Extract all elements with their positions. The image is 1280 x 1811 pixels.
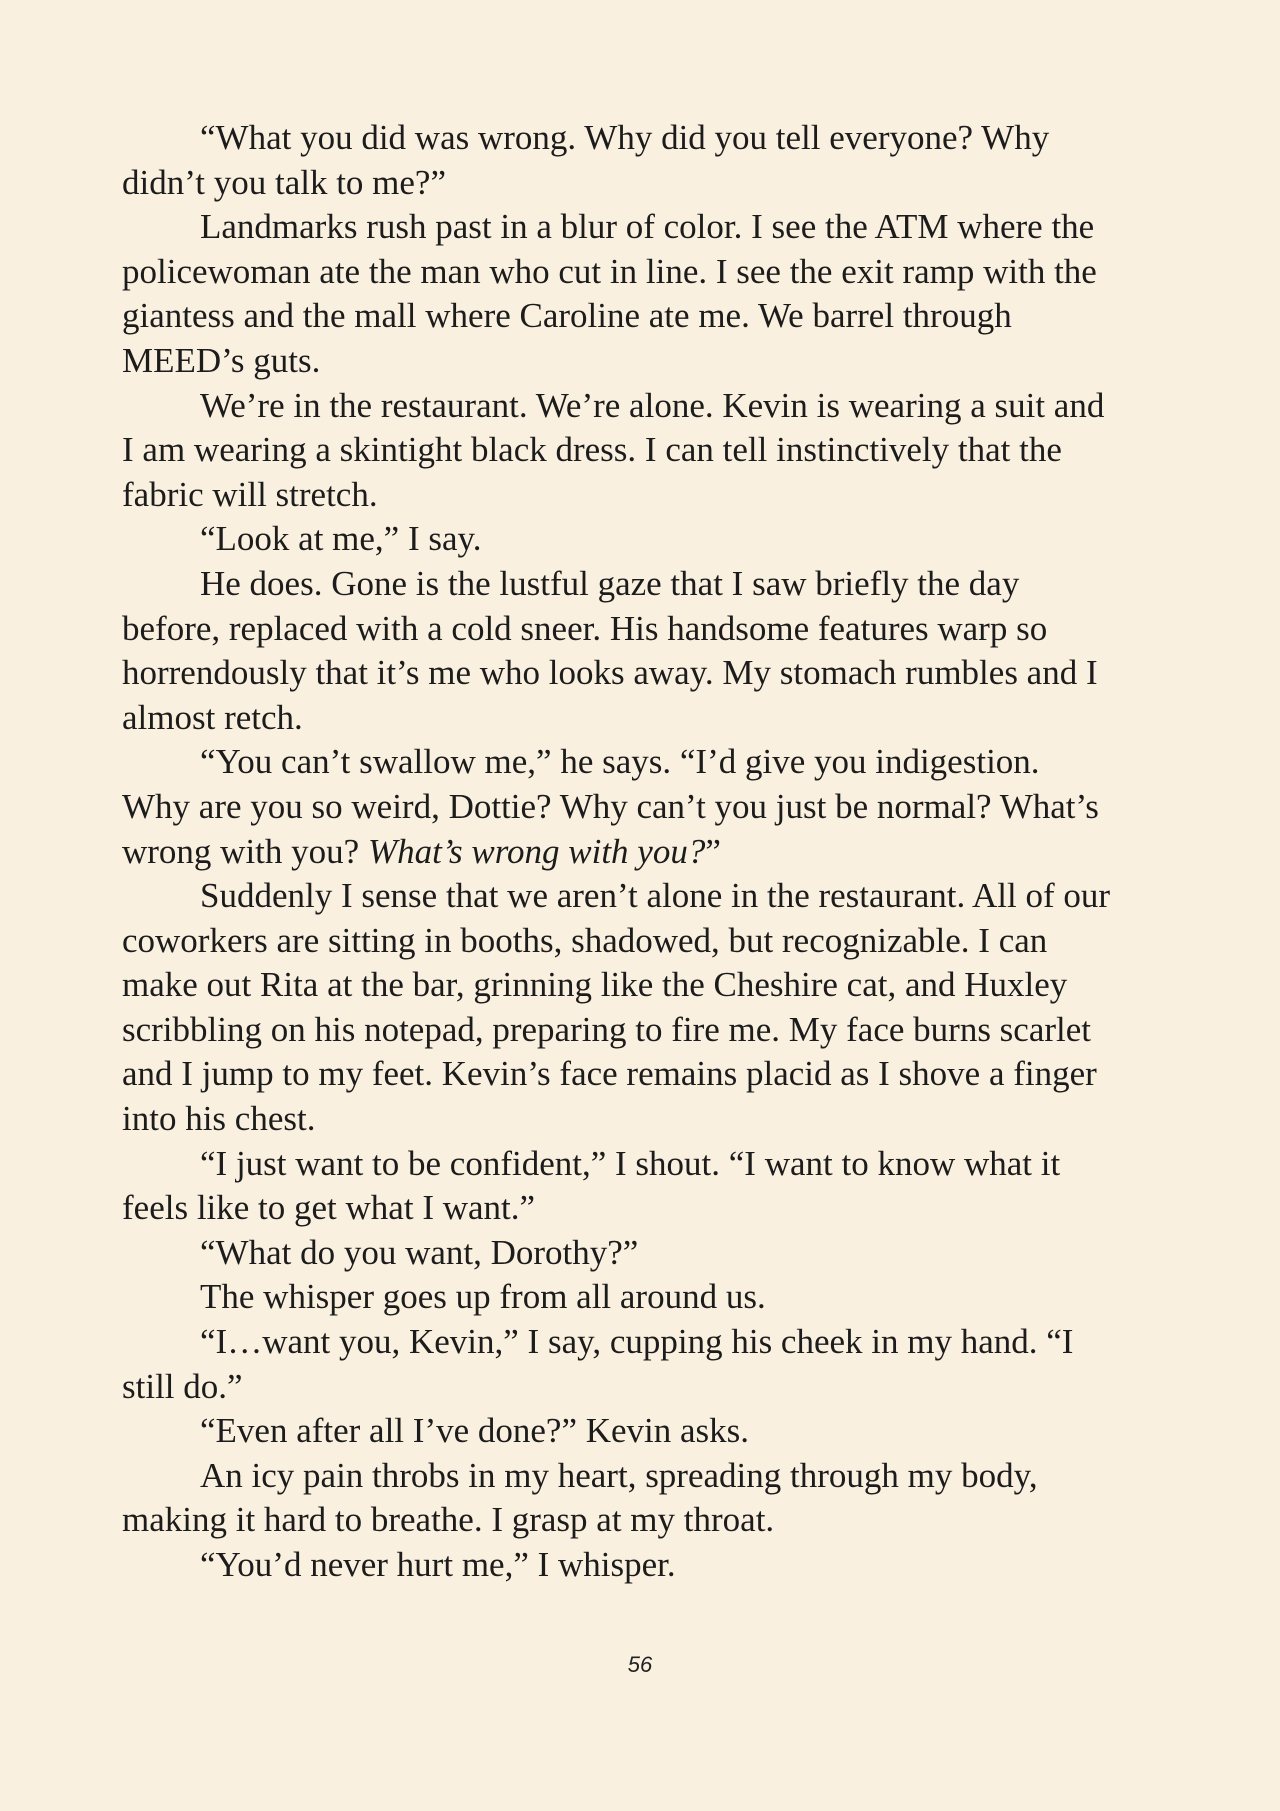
text-run: ” [705, 831, 721, 871]
text-line: feels like to get what I want.” [122, 1188, 536, 1228]
paragraph-13 [122, 1454, 1172, 1543]
paragraph-9 [122, 1231, 1172, 1276]
paragraph-3 [122, 384, 1172, 518]
text-line: “I…want you, Kevin,” I say, cupping his cheek in my hand. “I [200, 1322, 1074, 1362]
text-line: making it hard to breathe. I grasp at my throat. [122, 1500, 775, 1540]
text-run: wrong with you? [122, 831, 368, 871]
text-line: “What do you want, Dorothy?” [200, 1232, 639, 1272]
text-line: MEED’s guts. [122, 340, 321, 380]
text-line: He does. Gone is the lustful gaze that I saw briefly the day [200, 563, 1020, 603]
text-line: “You’d never hurt me,” I whisper. [200, 1545, 676, 1584]
text-line: We’re in the restaurant. We’re alone. Kevin is wearing a suit and [200, 385, 1105, 425]
text-line: fabric will stretch. [122, 474, 378, 514]
paragraph-12 [122, 1409, 1172, 1454]
text-line: “Look at me,” I say. [200, 519, 482, 559]
text-line: “What you did was wrong. Why did you tell everyone? Why [200, 118, 1050, 157]
text-line: “Even after all I’ve done?” Kevin asks. [200, 1411, 750, 1451]
paragraph-10 [122, 1275, 1172, 1320]
paragraph-5 [122, 562, 1172, 740]
paragraph-2 [122, 205, 1172, 383]
text-line: horrendously that it’s me who looks away. My stomach rumbles and I [122, 653, 1098, 693]
text-line: almost retch. [122, 697, 303, 737]
paragraph-1 [122, 116, 1172, 205]
paragraph-7 [122, 874, 1172, 1142]
text-line: The whisper goes up from all around us. [200, 1277, 766, 1317]
text-line: scribbling on his notepad, preparing to fire me. My face burns scarlet [122, 1009, 1092, 1049]
text-line: Suddenly I sense that we aren’t alone in the restaurant. All of our [200, 876, 1111, 916]
text-line: still do.” [122, 1366, 243, 1406]
page-number: 56 [627, 1652, 653, 1677]
text-line: “I just want to be confident,” I shout. “I want to know what it [200, 1143, 1061, 1183]
text-line: into his chest. [122, 1099, 316, 1139]
paragraph-14 [122, 1543, 1172, 1588]
text-line: didn’t you talk to me?” [122, 162, 447, 202]
text-line: make out Rita at the bar, grinning like the Cheshire cat, and Huxley [122, 965, 1068, 1005]
text-line: before, replaced with a cold sneer. His handsome features warp so [122, 608, 1048, 648]
text-line: Why are you so weird, Dottie? Why can’t you just be normal? What’s [122, 786, 1099, 826]
text-line: An icy pain throbs in my heart, spreading through my body, [200, 1455, 1038, 1495]
text-line [122, 830, 1172, 875]
paragraph-8 [122, 1142, 1172, 1231]
text-line: “You can’t swallow me,” he says. “I’d give you indigestion. [200, 742, 1040, 782]
body-text [122, 116, 1172, 1588]
italic-text: What’s wrong with you? [367, 831, 706, 871]
paragraph-11 [122, 1320, 1172, 1409]
text-line: coworkers are sitting in booths, shadowed, but recognizable. I can [122, 920, 1048, 960]
text-line: I am wearing a skintight black dress. I can tell instinctively that the [122, 430, 1062, 470]
paragraph-4 [122, 517, 1172, 562]
paragraph-6 [122, 740, 1172, 874]
text-line: policewoman ate the man who cut in line. I see the exit ramp with the [122, 251, 1097, 291]
text-line: Landmarks rush past in a blur of color. I see the ATM where the [200, 207, 1095, 247]
text-line: giantess and the mall where Caroline ate me. We barrel through [122, 296, 1012, 336]
text-line: and I jump to my feet. Kevin’s face remains placid as I shove a finger [122, 1054, 1097, 1094]
